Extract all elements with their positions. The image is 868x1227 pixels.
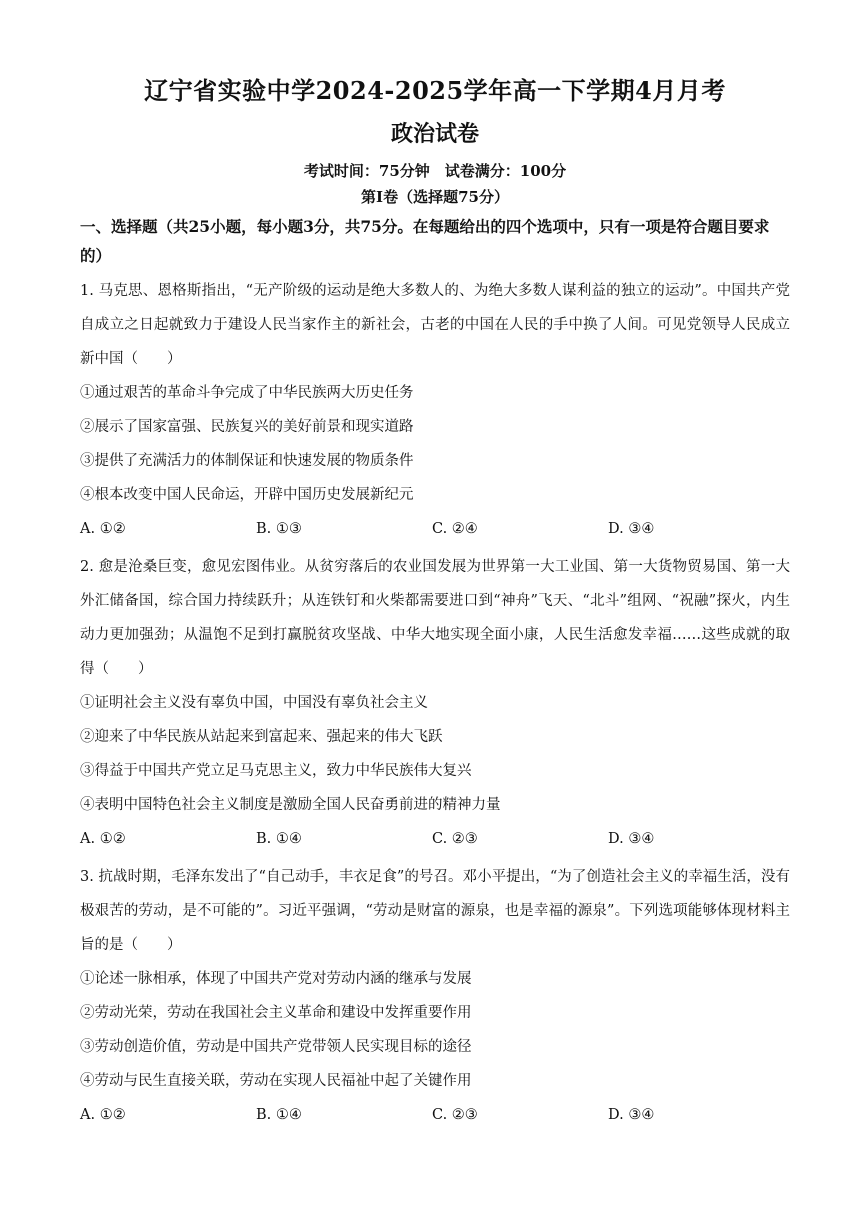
question-3 [80, 860, 790, 1132]
choice-c: C. ②③ [432, 831, 478, 847]
statement-option: ④表明中国特色社会主义制度是激励全国人民奋勇前进的精神力量 [80, 797, 501, 813]
choice-b: B. ①③ [256, 521, 302, 537]
question-1 [80, 274, 790, 546]
choice-c: C. ②③ [432, 1107, 478, 1123]
answer-choices [80, 822, 790, 856]
choice-d: D. ③④ [608, 831, 655, 847]
statement-option: ②迎来了中华民族从站起来到富起来、强起来的伟大飞跃 [80, 729, 443, 745]
choice-a: A. ①② [80, 831, 126, 847]
answer-choices [80, 1098, 790, 1132]
question-stem: 1. 马克思、恩格斯指出，“无产阶级的运动是绝大多数人的、为绝大多数人谋利益的独立的运动”。中国共产党自成立之日起就致力于建设人民当家作主的新社会，古老的中国在人民的手中换了人间。可见党领导人民成立新中国（ ） [80, 283, 790, 367]
choice-b: B. ①④ [256, 831, 302, 847]
statement-option: ③劳动创造价值，劳动是中国共产党带领人民实现目标的途径 [80, 1039, 472, 1055]
exam-info: 考试时间：75分钟 试卷满分：100分 [303, 162, 567, 180]
exam-title: 辽宁省实验中学2024-2025学年高一下学期4月月考 [144, 76, 726, 105]
question-2 [80, 550, 790, 856]
choice-a: A. ①② [80, 1107, 126, 1123]
exam-subject: 政治试卷 [390, 121, 479, 147]
statement-option: ①论述一脉相承，体现了中国共产党对劳动内涵的继承与发展 [80, 971, 472, 987]
question-stem: 3. 抗战时期，毛泽东发出了“自己动手，丰衣足食”的号召。邓小平提出，“为了创造社会主义的幸福生活，没有极艰苦的劳动，是不可能的”。习近平强调，“劳动是财富的源泉，也是幸福的源泉”。下列选项能够体现材料主旨的是（ ） [80, 869, 790, 953]
statement-option: ④劳动与民生直接关联，劳动在实现人民福祉中起了关键作用 [80, 1073, 472, 1089]
section-heading: 一、选择题（共25小题，每小题3分，共75分。在每题给出的四个选项中，只有一项是符合题目要求的） [80, 217, 770, 265]
choice-d: D. ③④ [608, 1107, 655, 1123]
question-stem: 2. 愈是沧桑巨变，愈见宏图伟业。从贫穷落后的农业国发展为世界第一大工业国、第一大货物贸易国、第一大外汇储备国，综合国力持续跃升；从连铁钉和火柴都需要进口到“神舟”飞天、“北斗”组网、“祝融”探火，内生动力更加强劲；从温饱不足到打赢脱贫攻坚战、中华大地实现全面小康，人民生活愈发幸福……这些成就的取得（ ） [80, 559, 790, 677]
statement-option: ④根本改变中国人民命运，开辟中国历史发展新纪元 [80, 487, 414, 503]
choice-b: B. ①④ [256, 1107, 302, 1123]
statement-option: ③得益于中国共产党立足马克思主义，致力中华民族伟大复兴 [80, 763, 472, 779]
choice-a: A. ①② [80, 521, 126, 537]
statement-option: ②展示了国家富强、民族复兴的美好前景和现实道路 [80, 419, 414, 435]
choice-d: D. ③④ [608, 521, 655, 537]
choice-c: C. ②④ [432, 521, 478, 537]
statement-option: ①通过艰苦的革命斗争完成了中华民族两大历史任务 [80, 385, 414, 401]
statement-option: ①证明社会主义没有辜负中国，中国没有辜负社会主义 [80, 695, 428, 711]
answer-choices [80, 512, 790, 546]
part-heading: 第Ⅰ卷（选择题75分） [361, 188, 509, 206]
statement-option: ③提供了充满活力的体制保证和快速发展的物质条件 [80, 453, 414, 469]
statement-option: ②劳动光荣，劳动在我国社会主义革命和建设中发挥重要作用 [80, 1005, 472, 1021]
